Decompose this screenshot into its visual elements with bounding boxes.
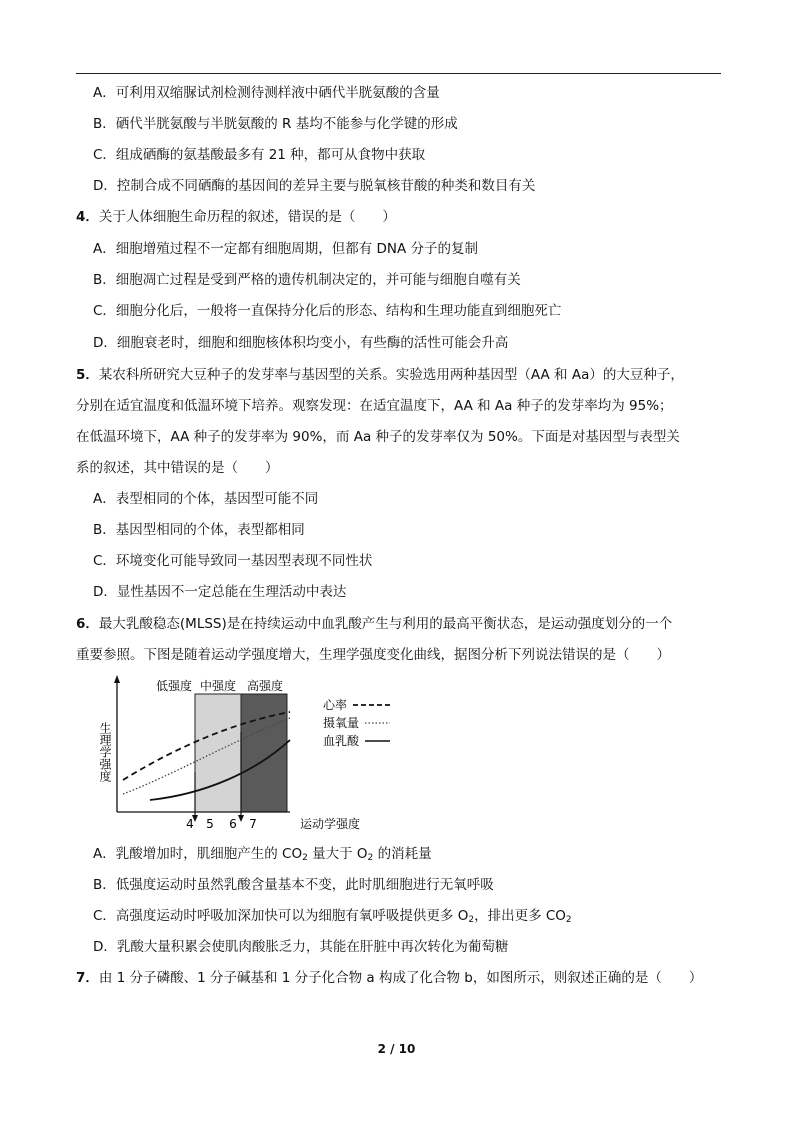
q6-option-c-text-1: C．高强度运动时呼吸加深加快可以为细胞有氧呼吸提供更多 O <box>93 908 469 924</box>
q6-option-c <box>93 907 572 925</box>
x-tick-4: 4 <box>186 817 194 831</box>
q5-stem-line-1 <box>76 366 684 384</box>
q6-option-a-text-2: 量大于 O <box>307 846 368 862</box>
q5-number: 5． <box>76 367 99 383</box>
q6-option-b: B．低强度运动时虽然乳酸含量基本不变，此时肌细胞进行无氧呼吸 <box>93 877 494 893</box>
q5-option-a: A．表型相同的个体，基因型可能不同 <box>93 491 319 507</box>
q6-option-a-sub-1: 2 <box>302 853 308 863</box>
q4-stem <box>76 208 396 226</box>
q5-option-b: B．基因型相同的个体，表型都相同 <box>93 522 305 538</box>
q4-stem-text: 关于人体细胞生命历程的叙述，错误的是（ ） <box>98 209 396 225</box>
q3-option-c: C．组成硒酶的氨基酸最多有 21 种，都可从食物中获取 <box>93 147 426 163</box>
q6-option-d: D．乳酸大量积累会使肌肉酸胀乏力，其能在肝脏中再次转化为葡萄糖 <box>93 939 509 955</box>
legend-oxygen-uptake-label: 摄氧量 <box>323 716 360 730</box>
q4-number: 4． <box>76 209 99 225</box>
q4-option-b: B．细胞凋亡过程是受到严格的遗传机制决定的，并可能与细胞自噬有关 <box>93 272 521 288</box>
q3-option-d: D．控制合成不同硒酶的基因间的差异主要与脱氧核苷酸的种类和数目有关 <box>93 178 536 194</box>
q3-option-b: B．硒代半胱氨酸与半胱氨酸的 R 基均不能参与化学键的形成 <box>93 116 458 132</box>
q5-option-d: D．显性基因不一定总能在生理活动中表达 <box>93 584 347 600</box>
q6-option-c-sub-2: 2 <box>565 915 572 925</box>
marker-arrowhead-7 <box>238 815 244 822</box>
q7-number: 7． <box>76 970 99 986</box>
q6-option-c-text-2: ，排出更多 CO <box>474 908 566 924</box>
x-tick-5: 5 <box>206 817 214 831</box>
q5-stem-line-4: 系的叙述，其中错误的是（ ） <box>76 460 279 476</box>
q7-stem-text: 由 1 分子磷酸、1 分子碱基和 1 分子化合物 a 构成了化合物 b，如图所示，则叙述正确的是（ ） <box>98 970 703 986</box>
zone-label-moderate: 中强度 <box>199 679 237 693</box>
legend-lactate-label: 血乳酸 <box>323 734 360 748</box>
x-axis-label: 运动学强度 <box>299 817 361 831</box>
q3-option-a: A．可利用双缩脲试剂检测待测样液中硒代半胱氨酸的含量 <box>93 85 440 101</box>
q6-option-c-sub-1: 2 <box>468 915 475 925</box>
q5-stem-line-2: 分别在适宜温度和低温环境下培养。观察发现：在适宜温度下，AA 和 Aa 种子的发芽率均为 95%； <box>76 398 673 414</box>
q4-option-c: C．细胞分化后，一般将一直保持分化后的形态、结构和生理功能直到细胞死亡 <box>93 303 562 319</box>
q7-stem <box>76 969 702 987</box>
q4-option-d: D．细胞衰老时，细胞和细胞核体积均变小，有些酶的活性可能会升高 <box>93 335 509 351</box>
q6-stem-line-2: 重要参照。下图是随着运动学强度增大，生理学强度变化曲线，据图分析下列说法错误的是（ ） <box>76 647 670 663</box>
q5-stem-text-1: 某农科所研究大豆种子的发芽率与基因型的关系。实验选用两种基因型（AA 和 Aa）的大豆种子， <box>98 367 684 383</box>
q5-option-c: C．环境变化可能导致同一基因型表现不同性状 <box>93 553 373 569</box>
q5-stem-line-3: 在低温环境下，AA 种子的发芽率为 90%，而 Aa 种子的发芽率仅为 50%。下面是对基因型与表型关 <box>76 429 680 445</box>
q6-option-a-text-1: A．乳酸增加时，肌细胞产生的 CO <box>93 846 303 862</box>
y-axis-label: 生理学强度 <box>98 722 112 782</box>
y-axis-arrow <box>114 675 120 683</box>
legend-heart-rate-label: 心率 <box>323 698 348 712</box>
q6-stem-text-1: 最大乳酸稳态(MLSS)是在持续运动中血乳酸产生与利用的最高平衡状态，是运动强度划分的一个 <box>98 616 673 632</box>
zone-moderate-band <box>195 694 241 812</box>
zone-label-high: 高强度 <box>246 679 284 693</box>
q6-stem-line-1 <box>76 615 672 633</box>
q6-number: 6． <box>76 616 99 632</box>
page-number: 2 / 10 <box>377 1042 416 1056</box>
zone-label-low: 低强度 <box>155 679 193 693</box>
zone-high-band <box>241 694 287 812</box>
q4-option-a: A．细胞增殖过程不一定都有细胞周期，但都有 DNA 分子的复制 <box>93 241 479 257</box>
q6-option-a-sub-2: 2 <box>367 853 374 863</box>
q6-option-a <box>93 845 432 863</box>
header-rule <box>76 73 721 74</box>
x-tick-7: 7 <box>249 817 257 831</box>
exercise-intensity-chart <box>95 672 395 837</box>
q6-option-a-text-3: 的消耗量 <box>373 846 432 862</box>
x-tick-6: 6 <box>229 817 237 831</box>
